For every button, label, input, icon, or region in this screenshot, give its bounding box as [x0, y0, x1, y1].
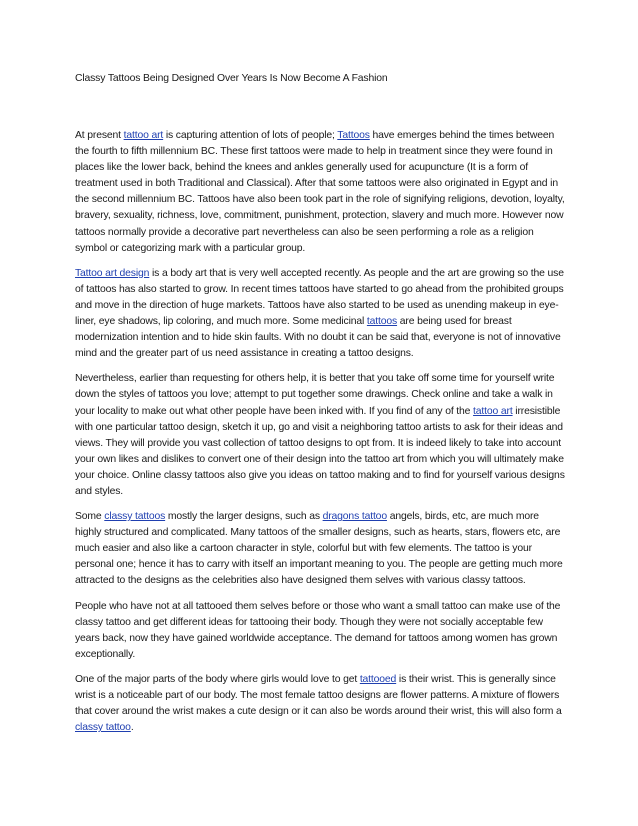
text-run: Some [75, 511, 105, 523]
hyperlink[interactable]: classy tattoo [75, 722, 131, 734]
text-run: are being used for breast modernization intention and to hide skin faults. With no doubt it can be said that, everyone is not of innovative mind and the greater part of us need assistance in creating a tattoo designs. [75, 316, 561, 360]
text-run: Nevertheless, earlier than requesting for others help, it is better that you take off some time for yourself write down the styles of tattoos you love; attempt to put together some drawings. Check online and take a walk in your locality to make out what other people have been inked with. If you find of any of the [75, 373, 555, 417]
hyperlink[interactable]: tattoos [366, 316, 398, 328]
text-run: irresistible with one particular tattoo design, sketch it up, go and visit a neighboring tattoo artists to ask for their ideas and views. They will provide you vast collection of tattoo designs to opt from. It is indeed likely to take into account your own likes and dislikes to convert one of their design into the tattoo art from which you will ultimately make your choice. Online classy tattoos also give you ideas on tattoo making and to find for yourself various designs and styles. [75, 405, 565, 497]
paragraph-3 [75, 371, 565, 500]
text-run: have emerges behind the times between the fourth to fifth millennium BC. These first tattoos were made to help in treatment since they were found in places like the lower back, behind the knees and ankles generally used for acupuncture (It is a form of treatment used in both Traditional and Classical). After that some tattoos were also originated in Egypt and in the second millennium BC. Tattoos have also been took part in the role of signifying religions, devotion, loyalty, bravery, sexuality, richness, love, commitment, punishment, protection, slavery and much more. However now tattoos normally provide a decorative part nevertheless can also be seen performing a role as a religion symbol or categorizing mark with a particular group. [75, 130, 565, 254]
document-body [75, 128, 565, 745]
text-run: mostly the larger designs, such as [165, 511, 323, 523]
hyperlink[interactable]: tattoo art [123, 130, 164, 141]
paragraph-1 [75, 128, 565, 257]
hyperlink[interactable]: classy tattoos [104, 511, 166, 523]
text-run: is their wrist. This is generally since wrist is a noticeable part of our body. The most female tattoo designs are flower patterns. A mixture of flowers that cover around the wrist makes a cute design or it can also be words around their wrist, this will also form a [75, 673, 562, 718]
hyperlink[interactable]: Tattoos [337, 130, 370, 141]
hyperlink[interactable]: dragons tattoo [322, 511, 387, 523]
text-run: angels, birds, etc, are much more highly structured and complicated. Many tattoos of the smaller designs, such as hearts, stars, flowers etc, are much easier and also like a cartoon character in style, colorful but with few elements. The tattoo is your personal one; hence it has to carry with itself an important meaning to you. The people are getting much more attracted to the designs as the celebrities also have designed them selves with various classy tattoos. [75, 511, 563, 587]
text-run: At present [75, 130, 124, 141]
text-run: is capturing attention of lots of people; [163, 130, 338, 141]
paragraph-4 [75, 509, 565, 589]
document-title: Classy Tattoos Being Designed Over Years Is Now Become A Fashion [75, 73, 388, 84]
text-run: is a body art that is very well accepted recently. As people and the art are growing so the use of tattoos has also started to grow. In recent times tattoos have started to go ahead from the prohibited groups and move in the direction of huge markets. Tattoos have also started to be used as unending makeup in eye-liner, eye shadows, lip coloring, and much more. Some medicinal [75, 267, 564, 328]
hyperlink[interactable]: tattoo art [473, 405, 513, 417]
text-run: People who have not at all tattooed them selves before or those who want a small tattoo can make use of the classy tattoo and get different ideas for tattooing their body. Though they were not socially acceptable few years back, now they have gained worldwide acceptance. The demand for tattoos among women has grown exceptionally. [75, 600, 561, 660]
text-run: . [130, 722, 134, 734]
hyperlink[interactable]: Tattoo art design [75, 267, 150, 279]
paragraph-2 [75, 266, 565, 363]
hyperlink[interactable]: tattooed [359, 673, 397, 685]
text-run: One of the major parts of the body where girls would love to get [75, 673, 360, 685]
paragraph-5 [75, 599, 565, 663]
paragraph-6 [75, 672, 565, 736]
